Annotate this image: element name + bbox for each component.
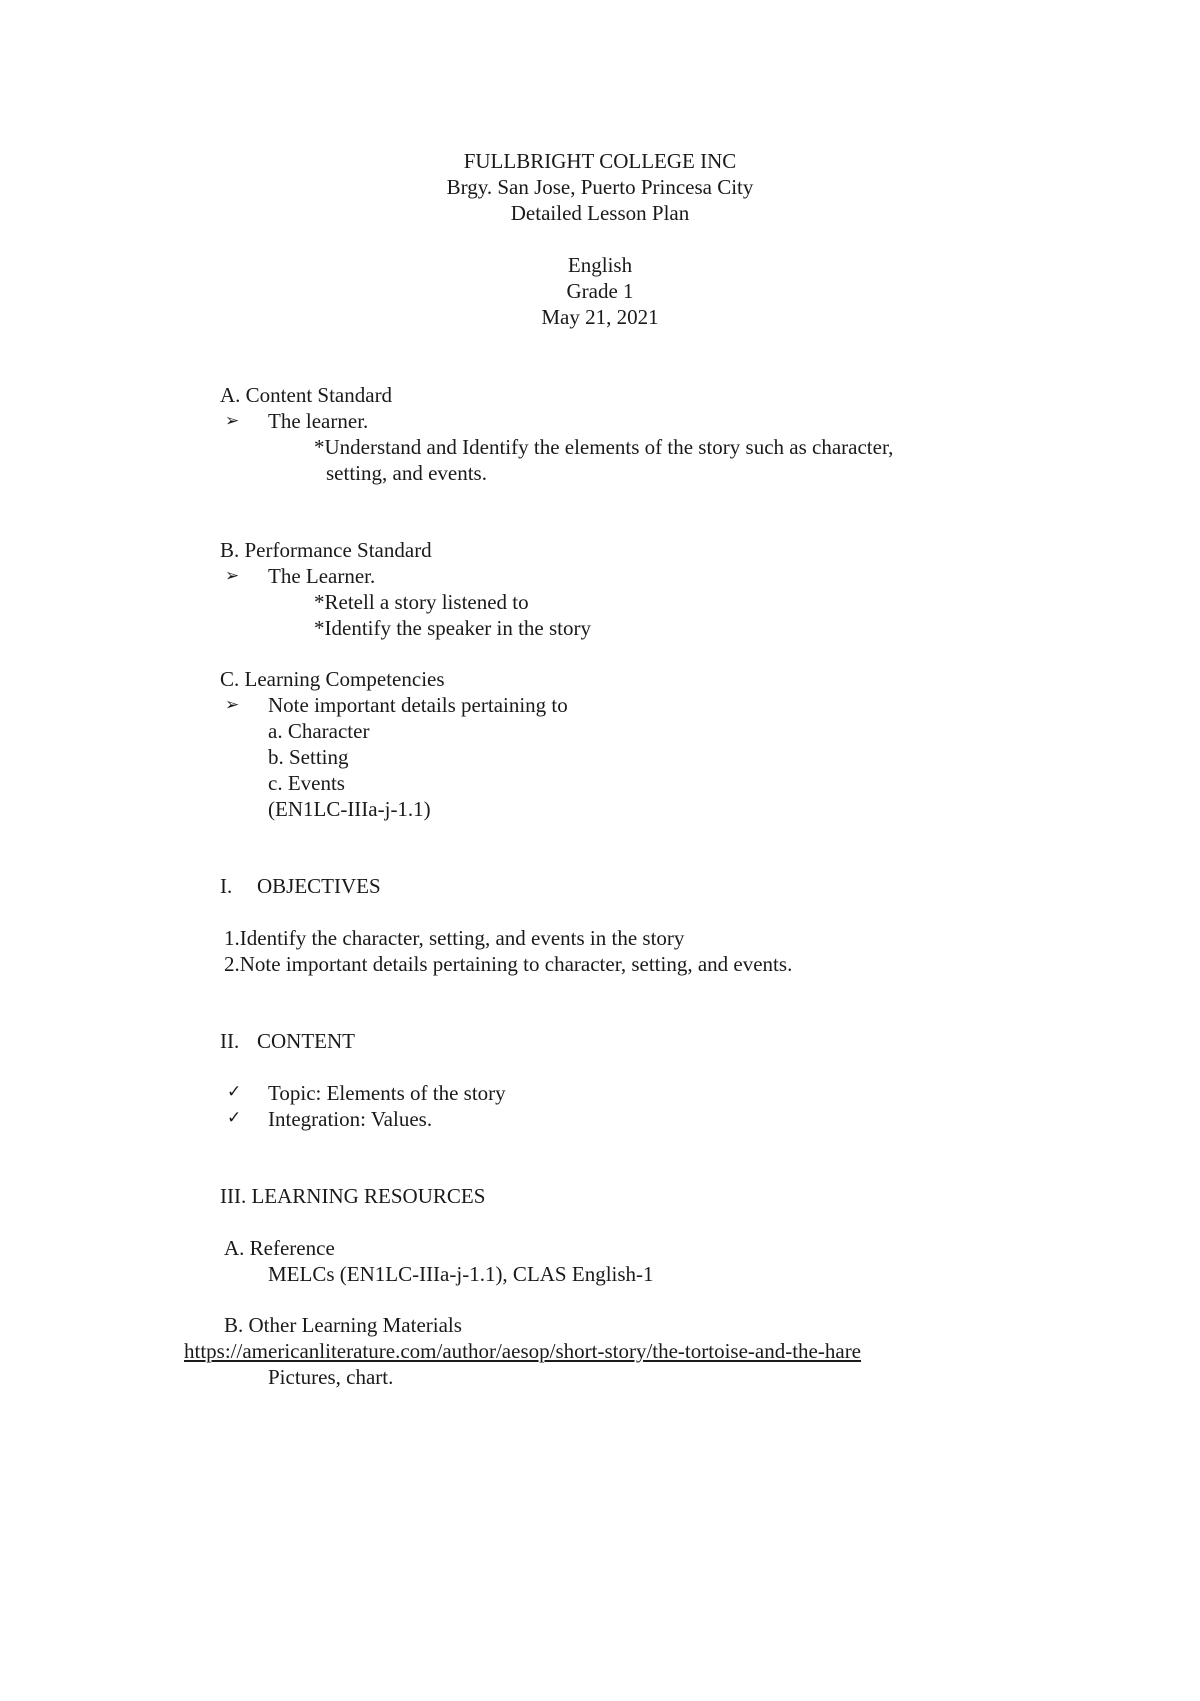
story-link[interactable]: https://americanliterature.com/author/aesop/short-story/the-tortoise-and-the-hare: [184, 1339, 862, 1363]
arrow-bullet-icon: ➢: [225, 411, 240, 431]
competency-item: c. Events: [268, 771, 345, 795]
document-type: Detailed Lesson Plan: [510, 201, 690, 225]
performance-standard-heading: B. Performance Standard: [220, 538, 432, 562]
content-standard-item: setting, and events.: [326, 461, 487, 485]
other-materials-text: Pictures, chart.: [268, 1365, 394, 1389]
competency-code: (EN1LC-IIIa-j-1.1): [268, 797, 431, 821]
school-address: Brgy. San Jose, Puerto Princesa City: [446, 175, 754, 199]
arrow-bullet-icon: ➢: [225, 566, 240, 586]
performance-standard-bullet: The Learner.: [268, 564, 376, 588]
learning-competencies-heading: C. Learning Competencies: [220, 667, 445, 691]
content-heading: CONTENT: [257, 1029, 355, 1053]
lesson-date: May 21, 2021: [541, 305, 659, 329]
objectives-heading: OBJECTIVES: [257, 874, 381, 898]
objective-item: 2.Note important details pertaining to character, setting, and events.: [224, 952, 793, 976]
content-standard-bullet: The learner.: [268, 409, 369, 433]
other-materials-heading: B. Other Learning Materials: [224, 1313, 462, 1337]
learning-competencies-bullet: Note important details pertaining to: [268, 693, 568, 717]
learning-resources-heading: III. LEARNING RESOURCES: [220, 1184, 486, 1208]
subject: English: [567, 253, 633, 277]
content-item: Topic: Elements of the story: [268, 1081, 506, 1105]
content-standard-item: *Understand and Identify the elements of the story such as character,: [314, 435, 894, 459]
checkmark-bullet-icon: ✓: [227, 1108, 242, 1128]
content-standard-heading: A. Content Standard: [220, 383, 393, 407]
performance-standard-item: *Retell a story listened to: [314, 590, 529, 614]
content-numeral: II.: [220, 1029, 240, 1053]
objective-item: 1.Identify the character, setting, and events in the story: [224, 926, 685, 950]
performance-standard-item: *Identify the speaker in the story: [314, 616, 591, 640]
competency-item: b. Setting: [268, 745, 349, 769]
checkmark-bullet-icon: ✓: [227, 1082, 242, 1102]
arrow-bullet-icon: ➢: [225, 695, 240, 715]
competency-item: a. Character: [268, 719, 370, 743]
reference-text: MELCs (EN1LC-IIIa-j-1.1), CLAS English-1: [268, 1262, 654, 1286]
objectives-numeral: I.: [220, 874, 233, 898]
content-item: Integration: Values.: [268, 1107, 433, 1131]
school-name: FULLBRIGHT COLLEGE INC: [463, 149, 737, 173]
reference-heading: A. Reference: [224, 1236, 335, 1260]
grade-level: Grade 1: [566, 279, 634, 303]
